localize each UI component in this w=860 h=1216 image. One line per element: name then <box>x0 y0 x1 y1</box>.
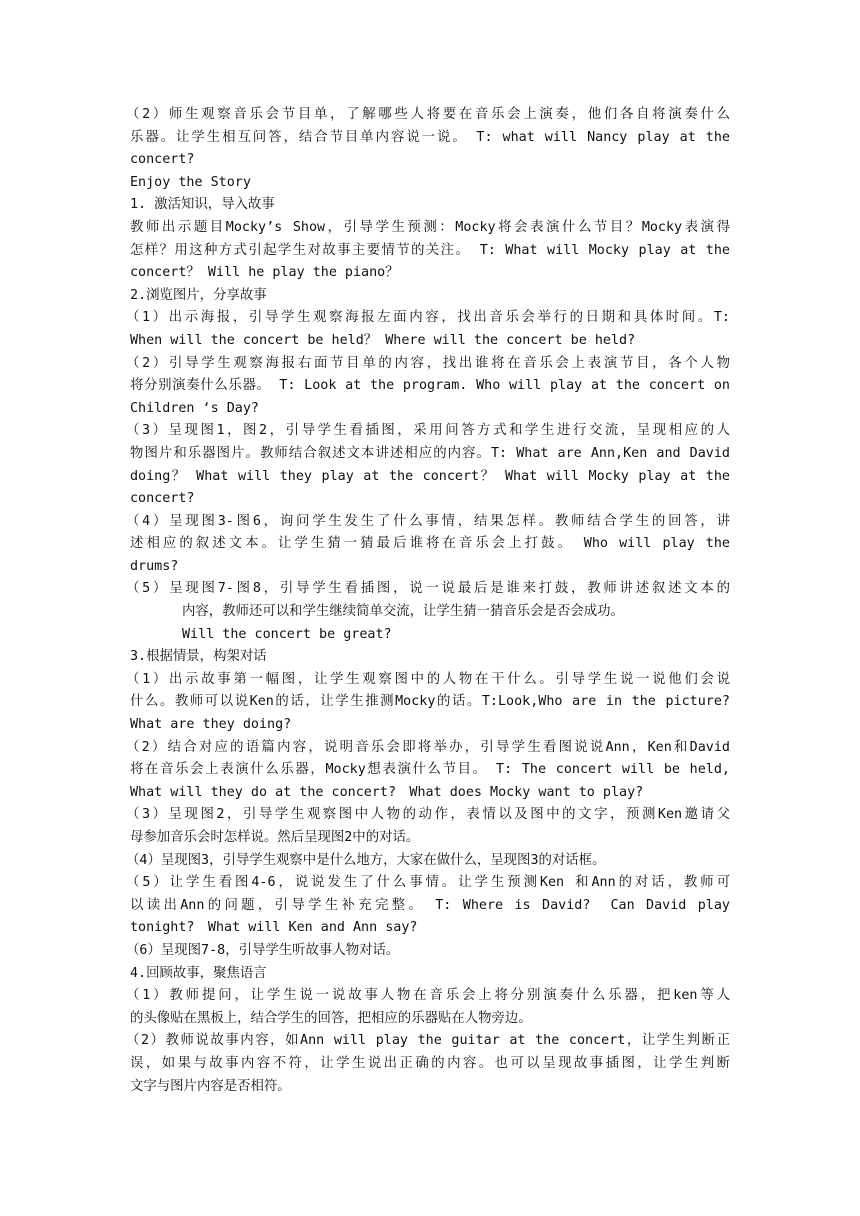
document-body <box>126 104 730 1098</box>
text-line: Will the concert be great? <box>182 626 392 642</box>
text-line: （2）结合对应的语篇内容，说明音乐会即将举办，引导学生看图说说Ann，Ken和David <box>126 739 730 755</box>
text-line: 4.回顾故事，聚焦语言 <box>130 965 267 981</box>
text-line: 母参加音乐会时怎样说。然后呈现图2中的对话。 <box>130 830 420 845</box>
text-line: （4）呈现图3-图6，询问学生发生了什么事情，结果怎样。教师结合学生的回答，讲 <box>126 513 730 529</box>
text-line: （3）呈现图1，图2，引导学生看插图，采用问答方式和学生进行交流，呈现相应的人 <box>126 423 730 439</box>
text-line: tonight? What will Ken and Ann say? <box>130 920 418 936</box>
text-line: concert? <box>130 491 195 507</box>
text-line: （6）呈现图7-8，引导学生听故事人物对话。 <box>126 942 400 958</box>
text-line: drums? <box>130 558 179 574</box>
text-line: 的头像贴在黑板上，结合学生的回答，把相应的乐器贴在人物旁边。 <box>130 1010 532 1026</box>
text-line: 误，如果与故事内容不符，让学生说出正确的内容。也可以呈现故事插图，让学生判断 <box>130 1055 730 1071</box>
text-line: 2.浏览图片，分享故事 <box>130 287 267 303</box>
text-line: 以读出Ann的问题，引导学生补充完整。 T: Where is David? Can David play <box>130 897 730 913</box>
text-line: 怎样？用这种方式引起学生对故事主要情节的关注。 T: What will Mocky play at the <box>130 242 730 258</box>
text-line: 述相应的叙述文本。让学生猜一猜最后谁将在音乐会上打鼓。 Who will play the <box>130 536 730 552</box>
text-line: 3.根据情景，构架对话 <box>130 649 267 665</box>
text-line: （2）教师说故事内容，如Ann will play the guitar at the concert，让学生判断正 <box>126 1033 730 1049</box>
text-line: （1）教师提问，让学生说一说故事人物在音乐会上将分别演奏什么乐器，把ken等人 <box>126 988 730 1004</box>
text-line: concert？ Will he play the piano？ <box>130 265 399 281</box>
text-line: （1）出示海报，引导学生观察海报左面内容，找出音乐会举行的日期和具体时间。T: <box>126 310 730 326</box>
text-line: （2）引导学生观察海报右面节目单的内容，找出谁将在音乐会上表演节目，各个人物 <box>126 355 730 371</box>
text-line: doing？ What will they play at the concert？ What will Mocky play at the <box>130 468 730 484</box>
text-line: 内容，教师还可以和学生继续简单交流，让学生猜一猜音乐会是否会成功。 <box>182 604 624 620</box>
text-line: 教师出示题目Mocky’s Show，引导学生预测：Mocky将会表演什么节目？Mocky表演得 <box>130 219 730 235</box>
text-line: 什么。教师可以说Ken的话，让学生推测Mocky的话。T:Look,Who are in the picture? <box>130 694 730 710</box>
text-line: （5）呈现图7-图8，引导学生看插图，说一说最后是谁来打鼓，教师讲述叙述文本的 <box>126 581 730 597</box>
text-line: 物图片和乐器图片。教师结合叙述文本讲述相应的内容。T: What are Ann,Ken and David <box>130 445 730 461</box>
text-line: concert? <box>130 152 195 168</box>
text-line: What are they doing? <box>130 717 292 733</box>
text-line: What will they do at the concert? What does Mocky want to play? <box>130 784 644 800</box>
text-line: 乐器。让学生相互问答，结合节目单内容说一说。 T: what will Nancy play at the <box>130 129 730 145</box>
text-line: （4）呈现图3，引导学生观察中是什么地方，大家在做什么，呈现图3的对话框。 <box>126 852 606 868</box>
text-line: （3）呈现图2，引导学生观察图中人物的动作，表情以及图中的文字，预测Ken邀请父 <box>126 807 730 823</box>
text-line: 1. 激活知识，导入故事 <box>130 197 275 213</box>
text-line: Enjoy the Story <box>130 174 251 190</box>
text-line: 将分别演奏什么乐器。 T: Look at the program. Who will play at the concert on <box>130 378 730 394</box>
text-line: （2）师生观察音乐会节目单，了解哪些人将要在音乐会上演奏，他们各自将演奏什么 <box>126 107 730 122</box>
text-line: （5）让学生看图4-6，说说发生了什么事情。让学生预测Ken 和Ann的对话，教师可 <box>126 875 730 891</box>
text-line: When will the concert be held？ Where will the concert be held? <box>130 332 636 348</box>
text-line: 将在音乐会上表演什么乐器，Mocky想表演什么节目。 T: The concert will be held, <box>130 762 730 778</box>
text-line: 文字与图片内容是否相符。 <box>130 1078 291 1094</box>
text-line: （1）出示故事第一幅图，让学生观察图中的人物在干什么。引导学生说一说他们会说 <box>126 671 730 687</box>
text-line: Children ‘s Day? <box>130 400 259 416</box>
